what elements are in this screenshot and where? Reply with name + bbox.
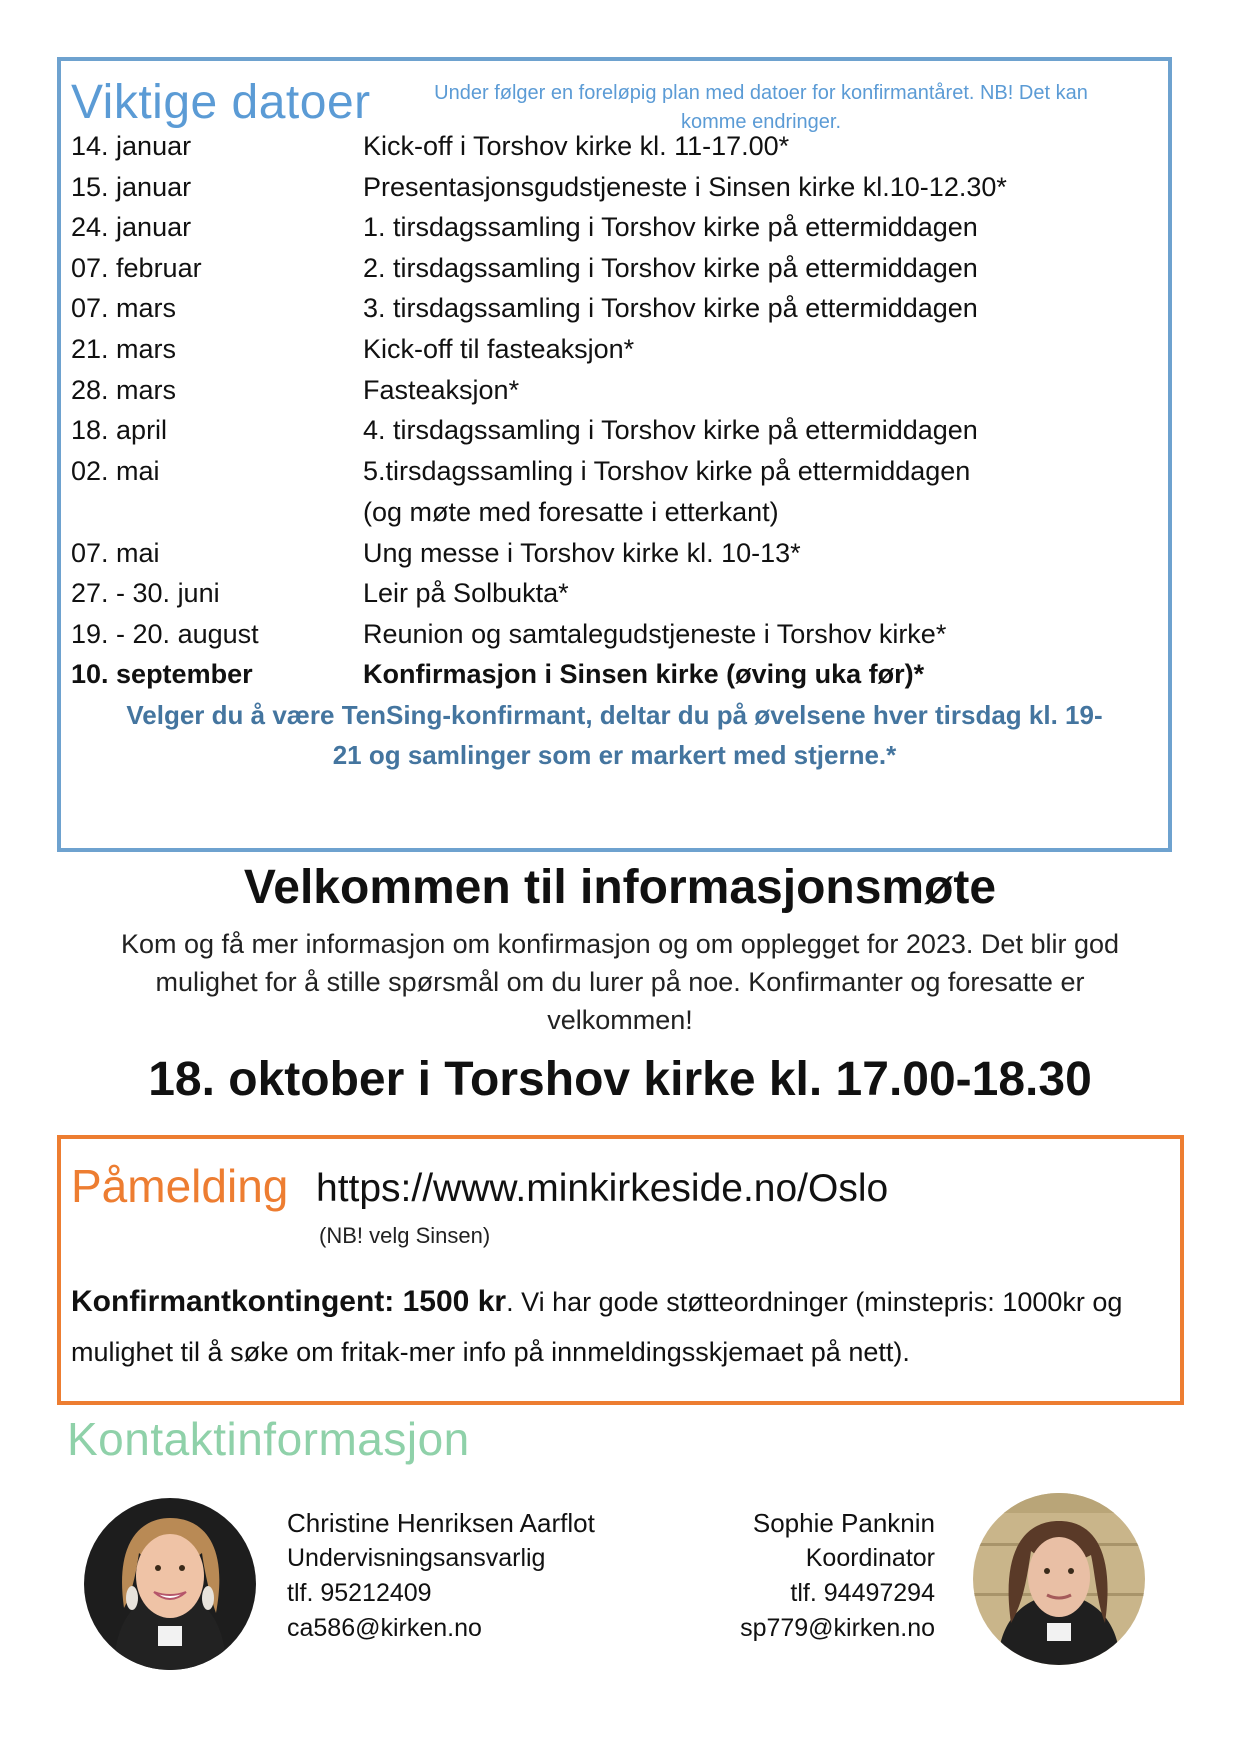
- date-cell: 18. april: [71, 415, 168, 445]
- avatar-christine: [84, 1498, 256, 1670]
- date-row: [71, 659, 1161, 699]
- contact-phone: tlf. 94497294: [790, 1579, 935, 1607]
- contact-role: Koordinator: [805, 1544, 935, 1572]
- contact-name: Sophie Panknin: [752, 1508, 935, 1538]
- date-row: [71, 212, 1161, 252]
- registration-link[interactable]: https://www.minkirkeside.no/Oslo: [316, 1167, 889, 1210]
- date-cell: 10. september: [71, 659, 253, 689]
- contact-name: Christine Henriksen Aarflot: [287, 1508, 595, 1538]
- date-row: [71, 578, 1161, 618]
- date-cell: 07. februar: [71, 253, 202, 283]
- date-cell: 15. januar: [71, 172, 192, 202]
- date-row: [71, 619, 1161, 659]
- fee-details: Vi har gode støtteordninger (minstepris: 1000kr og mulighet til å søke om fritak-mer info på innmeldingsskjemaet på nett).: [71, 1287, 1123, 1367]
- event-cell: Fasteaksjon*: [363, 375, 520, 405]
- event-cell: Leir på Solbukta*: [363, 578, 569, 608]
- registration-title: Påmelding: [71, 1160, 289, 1212]
- event-cell: 2. tirsdagssamling i Torshov kirke på ettermiddagen: [363, 253, 978, 283]
- event-cell: Kick-off i Torshov kirke kl. 11-17.00*: [363, 131, 790, 161]
- contact-title: Kontaktinformasjon: [67, 1413, 470, 1465]
- date-cell: 21. mars: [71, 334, 177, 364]
- dates-box: [57, 57, 1172, 852]
- date-row: [71, 293, 1161, 333]
- fee-text: [71, 1277, 1161, 1377]
- event-cell: 1. tirsdagssamling i Torshov kirke på ettermiddagen: [363, 212, 978, 242]
- event-cell: Presentasjonsgudstjeneste i Sinsen kirke kl.10-12.30*: [363, 172, 1007, 202]
- date-cell: 19. - 20. august: [71, 619, 259, 649]
- dates-intro: Under følger en foreløpig plan med datoer for konfirmantåret. NB! Det kan komme endringer.: [434, 82, 1088, 133]
- tensing-line: 21 og samlinger som er markert med stjerne.*: [332, 740, 897, 770]
- date-row: [71, 334, 1161, 374]
- date-row: [71, 253, 1161, 293]
- date-cell: 27. - 30. juni: [71, 578, 220, 608]
- date-row: [71, 131, 1161, 171]
- registration-box: [57, 1135, 1184, 1405]
- tensing-note: [61, 695, 1168, 775]
- dates-title: Viktige datoer: [71, 76, 371, 129]
- event-cell: 5.tirsdagssamling i Torshov kirke på ettermiddagen: [363, 456, 971, 486]
- tensing-line: Velger du å være TenSing-konfirmant, deltar du på øvelsene hver tirsdag kl. 19-: [126, 700, 1103, 730]
- contact-role: Undervisningsansvarlig: [287, 1544, 546, 1572]
- contact-phone: tlf. 95212409: [287, 1579, 432, 1607]
- event-cell: 4. tirsdagssamling i Torshov kirke på ettermiddagen: [363, 415, 978, 445]
- fee-dot: .: [506, 1287, 514, 1317]
- date-row: [71, 456, 1161, 496]
- event-cell: Kick-off til fasteaksjon*: [363, 334, 635, 364]
- date-row: [71, 538, 1161, 578]
- avatar-sophie: [973, 1493, 1145, 1665]
- date-row: [71, 497, 1161, 537]
- date-cell: 14. januar: [71, 131, 192, 161]
- contact-christine: [287, 1506, 595, 1646]
- date-cell: 28. mars: [71, 375, 177, 405]
- registration-note: (NB! velg Sinsen): [319, 1223, 491, 1248]
- info-title: Velkommen til informasjonsmøte: [243, 861, 997, 914]
- event-cell: 3. tirsdagssamling i Torshov kirke på ettermiddagen: [363, 293, 978, 323]
- contact-sophie: [740, 1506, 935, 1646]
- info-date: 18. oktober i Torshov kirke kl. 17.00-18.30: [148, 1053, 1092, 1106]
- date-row: [71, 415, 1161, 455]
- contact-email[interactable]: sp779@kirken.no: [740, 1614, 935, 1642]
- date-cell: 02. mai: [71, 456, 160, 486]
- date-cell: 24. januar: [71, 212, 192, 242]
- event-cell: Ung messe i Torshov kirke kl. 10-13*: [363, 538, 801, 568]
- date-cell: 07. mai: [71, 538, 160, 568]
- contact-email[interactable]: ca586@kirken.no: [287, 1614, 482, 1642]
- event-cell: (og møte med foresatte i etterkant): [363, 497, 779, 527]
- date-row: [71, 172, 1161, 212]
- date-row: [71, 375, 1161, 415]
- event-cell: Konfirmasjon i Sinsen kirke (øving uka før)*: [363, 659, 925, 689]
- info-text: Kom og få mer informasjon om konfirmasjon og om opplegget for 2023. Det blir god mulighet for å stille spørsmål om du lurer på noe. Konfirmanter og foresatte er velkommen!: [120, 929, 1119, 1035]
- event-cell: Reunion og samtalegudstjeneste i Torshov kirke*: [363, 619, 947, 649]
- date-cell: 07. mars: [71, 293, 177, 323]
- fee-label: Konfirmantkontingent: 1500 kr: [71, 1285, 507, 1318]
